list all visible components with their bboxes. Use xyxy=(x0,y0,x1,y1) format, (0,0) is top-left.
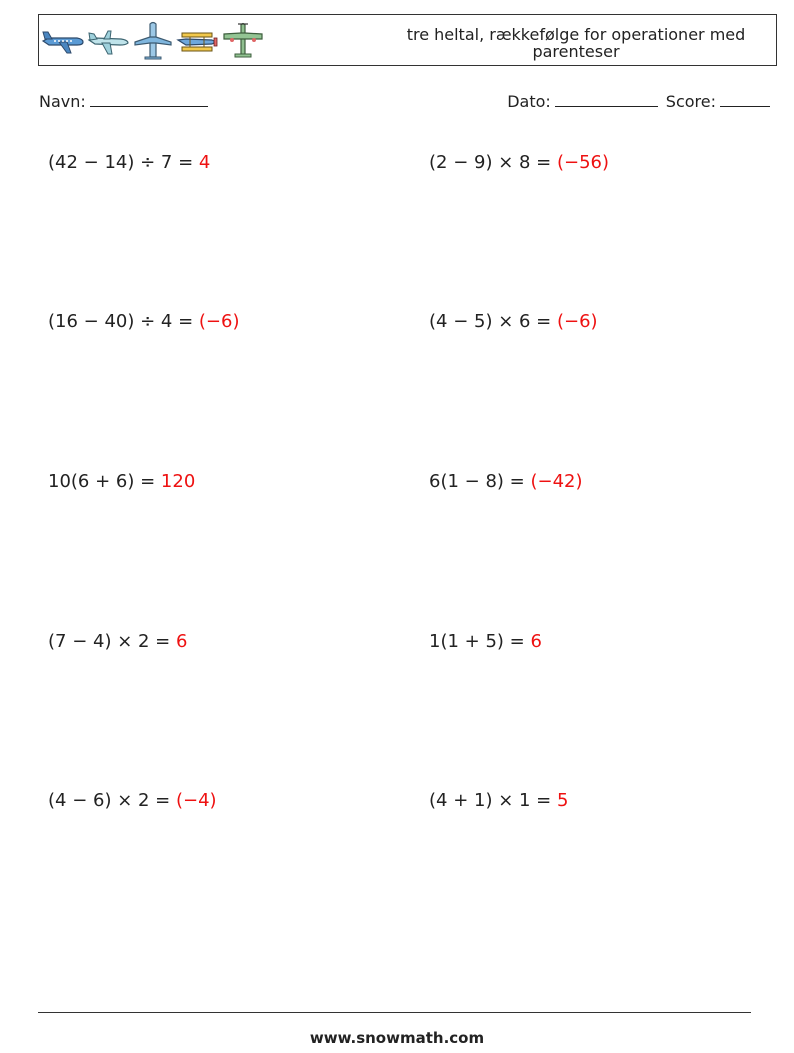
problem-6 xyxy=(429,471,583,492)
date-label: Dato: xyxy=(507,92,551,111)
date-score-fields xyxy=(507,92,770,111)
problem-question: (16 − 40) ÷ 4 = xyxy=(48,311,194,332)
problem-3 xyxy=(48,311,240,332)
problem-answer: 6 xyxy=(530,631,542,652)
problem-answer: (−6) xyxy=(198,311,240,332)
problem-4 xyxy=(429,311,598,332)
problem-question: 10(6 + 6) = xyxy=(48,471,156,492)
header-box xyxy=(38,14,777,66)
problem-question: (42 − 14) ÷ 7 = xyxy=(48,152,194,173)
problem-question: 6(1 − 8) = xyxy=(429,471,525,492)
date-blank[interactable] xyxy=(555,92,658,107)
problem-answer: (−42) xyxy=(530,471,583,492)
problem-5 xyxy=(48,471,195,492)
problem-8 xyxy=(429,631,542,652)
problem-answer: (−56) xyxy=(557,152,610,173)
problem-10 xyxy=(429,790,568,811)
name-label: Navn: xyxy=(39,92,86,111)
problem-answer: 4 xyxy=(198,152,211,173)
problem-answer: 6 xyxy=(176,631,188,652)
header-icons xyxy=(41,21,266,61)
airplane-icon xyxy=(41,21,85,61)
problem-answer: (−4) xyxy=(176,790,217,811)
problem-1 xyxy=(48,152,210,173)
footer-website: www.snowmath.com xyxy=(309,1029,485,1047)
problem-answer: 120 xyxy=(160,471,196,492)
biplane-icon xyxy=(176,21,220,61)
propeller-plane-icon xyxy=(221,21,265,61)
footer-divider xyxy=(38,1012,751,1013)
problem-question: (4 − 5) × 6 = xyxy=(429,311,552,332)
name-blank[interactable] xyxy=(90,92,208,107)
problem-question: (4 − 6) × 2 = xyxy=(48,790,171,811)
score-label: Score: xyxy=(665,92,716,111)
problem-answer: (−6) xyxy=(557,311,598,332)
problem-question: (7 − 4) × 2 = xyxy=(48,631,171,652)
score-blank[interactable] xyxy=(720,92,770,107)
problem-9 xyxy=(48,790,217,811)
problem-question: (2 − 9) × 8 = xyxy=(429,152,552,173)
airplane-icon xyxy=(131,21,175,61)
worksheet-title: tre heltal, rækkefølge for operationer med parenteser xyxy=(406,25,746,61)
problem-question: 1(1 + 5) = xyxy=(429,631,525,652)
problem-answer: 5 xyxy=(557,790,569,811)
problem-7 xyxy=(48,631,187,652)
problem-question: (4 + 1) × 1 = xyxy=(429,790,552,811)
airplane-icon xyxy=(86,21,130,61)
problem-2 xyxy=(429,152,609,173)
name-field xyxy=(39,92,208,111)
